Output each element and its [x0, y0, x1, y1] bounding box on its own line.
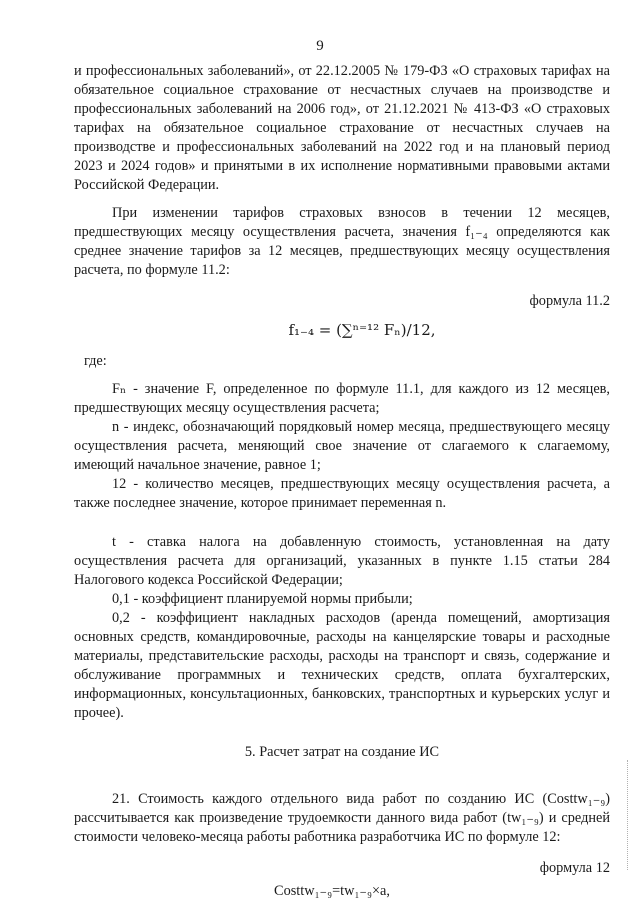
paragraph-21: 21. Стоимость каждого отдельного вида работ по созданию ИС (Costtw₁₋₉) рассчитывается как произведение трудоемкости данного вида работ (tw₁₋₉) и средней стоимости человеко-месяца работы работника разработчика ИС по формуле 12: — [74, 791, 610, 845]
definition-t: t - ставка налога на добавленную стоимость, установленная на дату осуществления расчета для организаций, указанных в пункте 1.15 статьи 284 Налогового кодекса Российской Федерации; — [74, 534, 610, 588]
where-label: где: — [84, 353, 107, 369]
paragraph-tariff-change: При изменении тарифов страховых взносов в течении 12 месяцев, предшествующих месяцу осуществления расчета, значения f₁₋₄ определяются как среднее значение тарифов за 12 месяцев, предшествующих месяцу осуществления расчета, по формуле 11.2: — [74, 205, 610, 278]
definition-coef-overhead: 0,2 - коэффициент накладных расходов (аренда помещений, амортизация основных средств, командировочные, расходы на канцелярские товары и расходные материалы, представительские расходы, расходы на транспорт и связь, содержание и обслуживание программных и технических средств, оплата бухгалтерских, информационных, консультационных, банковских, транспортных и курьерских услуг и прочее). — [74, 610, 610, 721]
formula-12: Costtw₁₋₉=tw₁₋₉×a, — [274, 883, 390, 899]
formula-11-2: f₁₋₄ = (∑ⁿ⁼¹² Fₙ)/12, — [288, 321, 436, 339]
definition-coef-profit: 0,1 - коэффициент планируемой нормы прибыли; — [112, 591, 413, 607]
definition-n: n - индекс, обозначающий порядковый номер месяца, предшествующего месяцу осуществления расчета, меняющий свое значение от слагаемого к слагаемому, имеющий начальное значение, равное 1; — [74, 419, 610, 473]
definition-12: 12 - количество месяцев, предшествующих месяцу осуществления расчета, а также последнее значение, которое принимает переменная n. — [74, 476, 610, 511]
formula-12-label: формула 12 — [539, 860, 610, 876]
paragraph-continuation: и профессиональных заболеваний», от 22.12.2005 № 179-ФЗ «О страховых тарифах на обязательное социальное страхование от несчастных случаев на производстве и профессиональных заболеваний на 2006 год», от 21.12.2021 № 413-ФЗ «О страховых тарифах на обязательное социальное страхование от несчастных случаев на производстве и профессиональных заболеваний на 2022 год и на плановый период 2023 и 2024 годов» и принятыми в их исполнение нормативными правовыми актами Российской Федерации. — [74, 63, 610, 193]
section-title: 5. Расчет затрат на создание ИС — [244, 744, 440, 760]
definition-fn: Fₙ - значение F, определенное по формуле 11.1, для каждого из 12 месяцев, предшествующих месяцу осуществления расчета; — [74, 381, 610, 416]
page-number: 9 — [316, 38, 324, 54]
document-body — [74, 62, 610, 901]
formula-11-2-label: формула 11.2 — [529, 293, 610, 309]
margin-stamp — [621, 760, 628, 870]
